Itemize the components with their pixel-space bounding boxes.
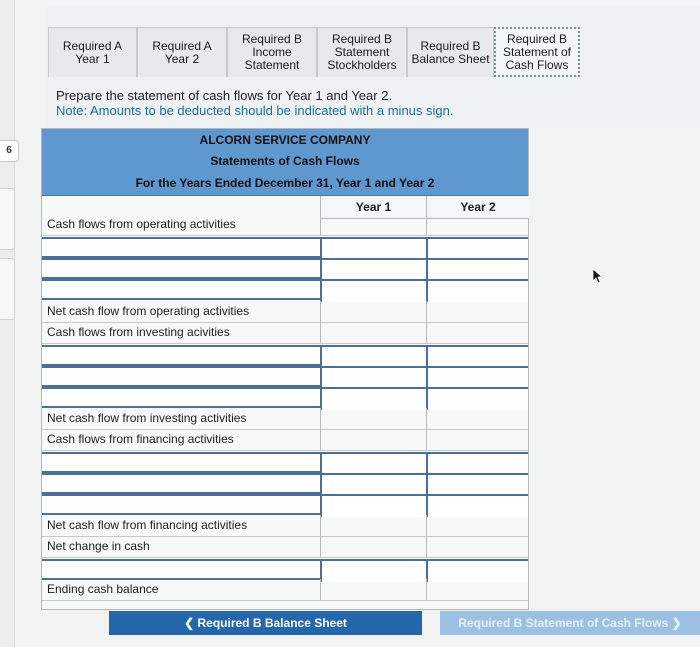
table-row: [42, 579, 528, 601]
table-row: [42, 515, 528, 537]
company-name: ALCORN SERVICE COMPANY: [42, 129, 528, 152]
amount-input-year-1[interactable]: [320, 281, 426, 302]
side-panel-tab[interactable]: [0, 188, 15, 250]
ending-cash-label: Ending cash balance: [47, 582, 159, 596]
statement-title: Statements of Cash Flows: [42, 151, 528, 173]
net-financing-label: Net cash flow from financing activities: [47, 518, 248, 532]
operating-activities-header: Cash flows from operating activities: [47, 217, 236, 231]
amount-input-year-1[interactable]: [320, 454, 426, 475]
operating-entry-row-1[interactable]: [42, 237, 528, 258]
investing-entry-row-3[interactable]: [42, 387, 528, 408]
instructions: [56, 88, 453, 118]
amount-input-year-2[interactable]: [426, 260, 528, 281]
next-required-b-statement-of-cash-flows-button[interactable]: Required B Statement of Cash Flows ❯: [440, 611, 700, 635]
table-row: [42, 301, 528, 323]
amount-input-year-2[interactable]: [426, 347, 528, 368]
amount-input-year-1[interactable]: [320, 475, 426, 496]
amount-input-year-1[interactable]: [320, 496, 426, 517]
financing-entry-row-2[interactable]: [42, 473, 528, 494]
cash-flow-statement-table: [41, 128, 529, 610]
amount-input-year-2[interactable]: [426, 475, 528, 496]
column-header-year-2: Year 2: [426, 196, 529, 219]
table-row: [42, 214, 528, 236]
table-row: [42, 322, 528, 344]
investing-entry-row-2[interactable]: [42, 366, 528, 387]
net-operating-label: Net cash flow from operating activities: [47, 304, 250, 318]
amount-input-year-2[interactable]: [426, 239, 528, 260]
left-gutter: [0, 0, 15, 647]
investing-entry-row-1[interactable]: [42, 345, 528, 366]
operating-entry-row-3[interactable]: [42, 279, 528, 300]
instruction-text: Prepare the statement of cash flows for Year 1 and Year 2.: [56, 88, 393, 103]
net-change-label: Net change in cash: [47, 539, 150, 553]
tab-required-b-income-statement[interactable]: Required B Income Statement: [227, 27, 317, 77]
amount-input-year-1[interactable]: [320, 347, 426, 368]
amount-input-year-1[interactable]: [320, 368, 426, 389]
amount-input-year-2[interactable]: [426, 496, 528, 517]
amount-input-year-2[interactable]: [426, 281, 528, 302]
tab-required-b-balance-sheet[interactable]: Required B Balance Sheet: [407, 27, 494, 77]
mouse-pointer-icon: [592, 268, 604, 284]
amount-input-year-2[interactable]: [426, 389, 528, 410]
table-row: [42, 408, 528, 430]
investing-activities-header: Cash flows from investing acivities: [47, 325, 230, 339]
financing-entry-row-1[interactable]: [42, 452, 528, 473]
requirement-tabs: [48, 27, 580, 77]
statement-period: For the Years Ended December 31, Year 1 and Year 2: [42, 172, 528, 196]
amount-input-year-2[interactable]: [426, 454, 528, 475]
operating-entry-row-2[interactable]: [42, 258, 528, 279]
financing-entry-row-3[interactable]: [42, 494, 528, 515]
side-panel-tab[interactable]: [0, 258, 15, 320]
amount-input-year-1[interactable]: [320, 260, 426, 281]
column-header-year-1: Year 1: [320, 196, 426, 219]
tab-required-a-year-2[interactable]: Required A Year 2: [137, 27, 227, 77]
prev-required-b-balance-sheet-button[interactable]: ❮ Required B Balance Sheet: [109, 611, 422, 635]
amount-input-year-1[interactable]: [320, 389, 426, 410]
question-number-badge[interactable]: 6: [0, 140, 19, 162]
tab-required-a-year-1[interactable]: Required A Year 1: [48, 27, 137, 77]
tab-required-b-statement-stockholders[interactable]: Required B Statement Stockholders: [317, 27, 407, 77]
tab-required-b-statement-of-cash-flows[interactable]: Required B Statement of Cash Flows: [494, 27, 580, 77]
instruction-note: Note: Amounts to be deducted should be indicated with a minus sign.: [56, 103, 454, 118]
table-row: [42, 429, 528, 451]
beginning-cash-row[interactable]: [42, 559, 528, 580]
financing-activities-header: Cash flows from financing activities: [47, 432, 234, 446]
amount-input-year-2[interactable]: [426, 368, 528, 389]
net-investing-label: Net cash flow from investing activities: [47, 411, 247, 425]
amount-input-year-1[interactable]: [320, 239, 426, 260]
table-row: [42, 536, 528, 558]
